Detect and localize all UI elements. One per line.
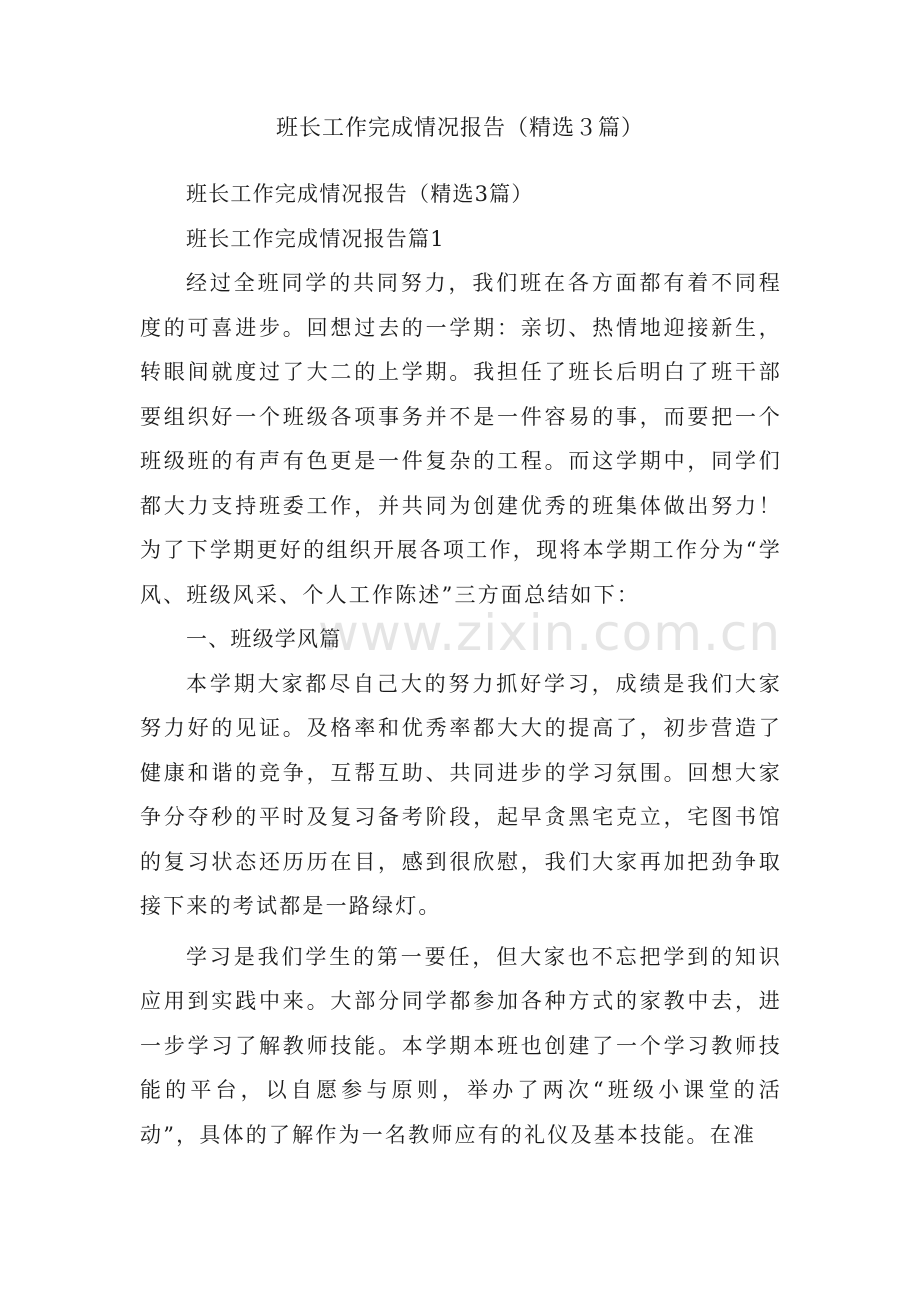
section-heading: 一、班级学风篇 [186, 627, 342, 651]
body-paragraph: 经过全班同学的共同努力，我们班在各方面都有着不同程度的可喜进步。回想过去的一学期：亲切、热情地迎接新生，转眼间就度过了大二的上学期。我担任了班长后明白了班干部要组织好一个班级各项事务并不是一件容易的事，而要把一个班级班的有声有色更是一件复杂的工程。而这学期中，同学们都大力支持班委工作，并共同为创建优秀的班集体做出努力！为了下学期更好的组织开展各项工作，现将本学期工作分为“学风、班级风采、个人工作陈述”三方面总结如下： [140, 271, 782, 607]
body-paragraph: 本学期大家都尽自己大的努力抓好学习，成绩是我们大家努力好的见证。及格率和优秀率都大大的提高了，初步营造了健康和谐的竞争，互帮互助、共同进步的学习氛围。回想大家争分夺秒的平时及复习备考阶段，起早贪黑宅克立，宅图书馆的复习状态还历历在目，感到很欣慰，我们大家再加把劲争取接下来的考试都是一路绿灯。 [140, 671, 782, 918]
document-body [140, 172, 782, 1157]
section-heading: 班长工作完成情况报告篇1 [186, 226, 445, 251]
subtitle-paragraph: 班长工作完成情况报告（精选3篇） [186, 182, 534, 206]
watermark-text: www.zixin.com.cn [318, 604, 782, 662]
body-paragraph: 学习是我们学生的第一要任，但大家也不忘把学到的知识应用到实践中来。大部分同学都参加各种方式的家教中去，进一步学习了解教师技能。本学期本班也创建了一个学习教师技能的平台，以自愿参与原则，举办了两次“班级小课堂的活动”，具体的了解作为一名教师应有的礼仪及基本技能。在准 [140, 944, 782, 1147]
document-title: 班长工作完成情况报告（精选３篇） [275, 116, 644, 141]
